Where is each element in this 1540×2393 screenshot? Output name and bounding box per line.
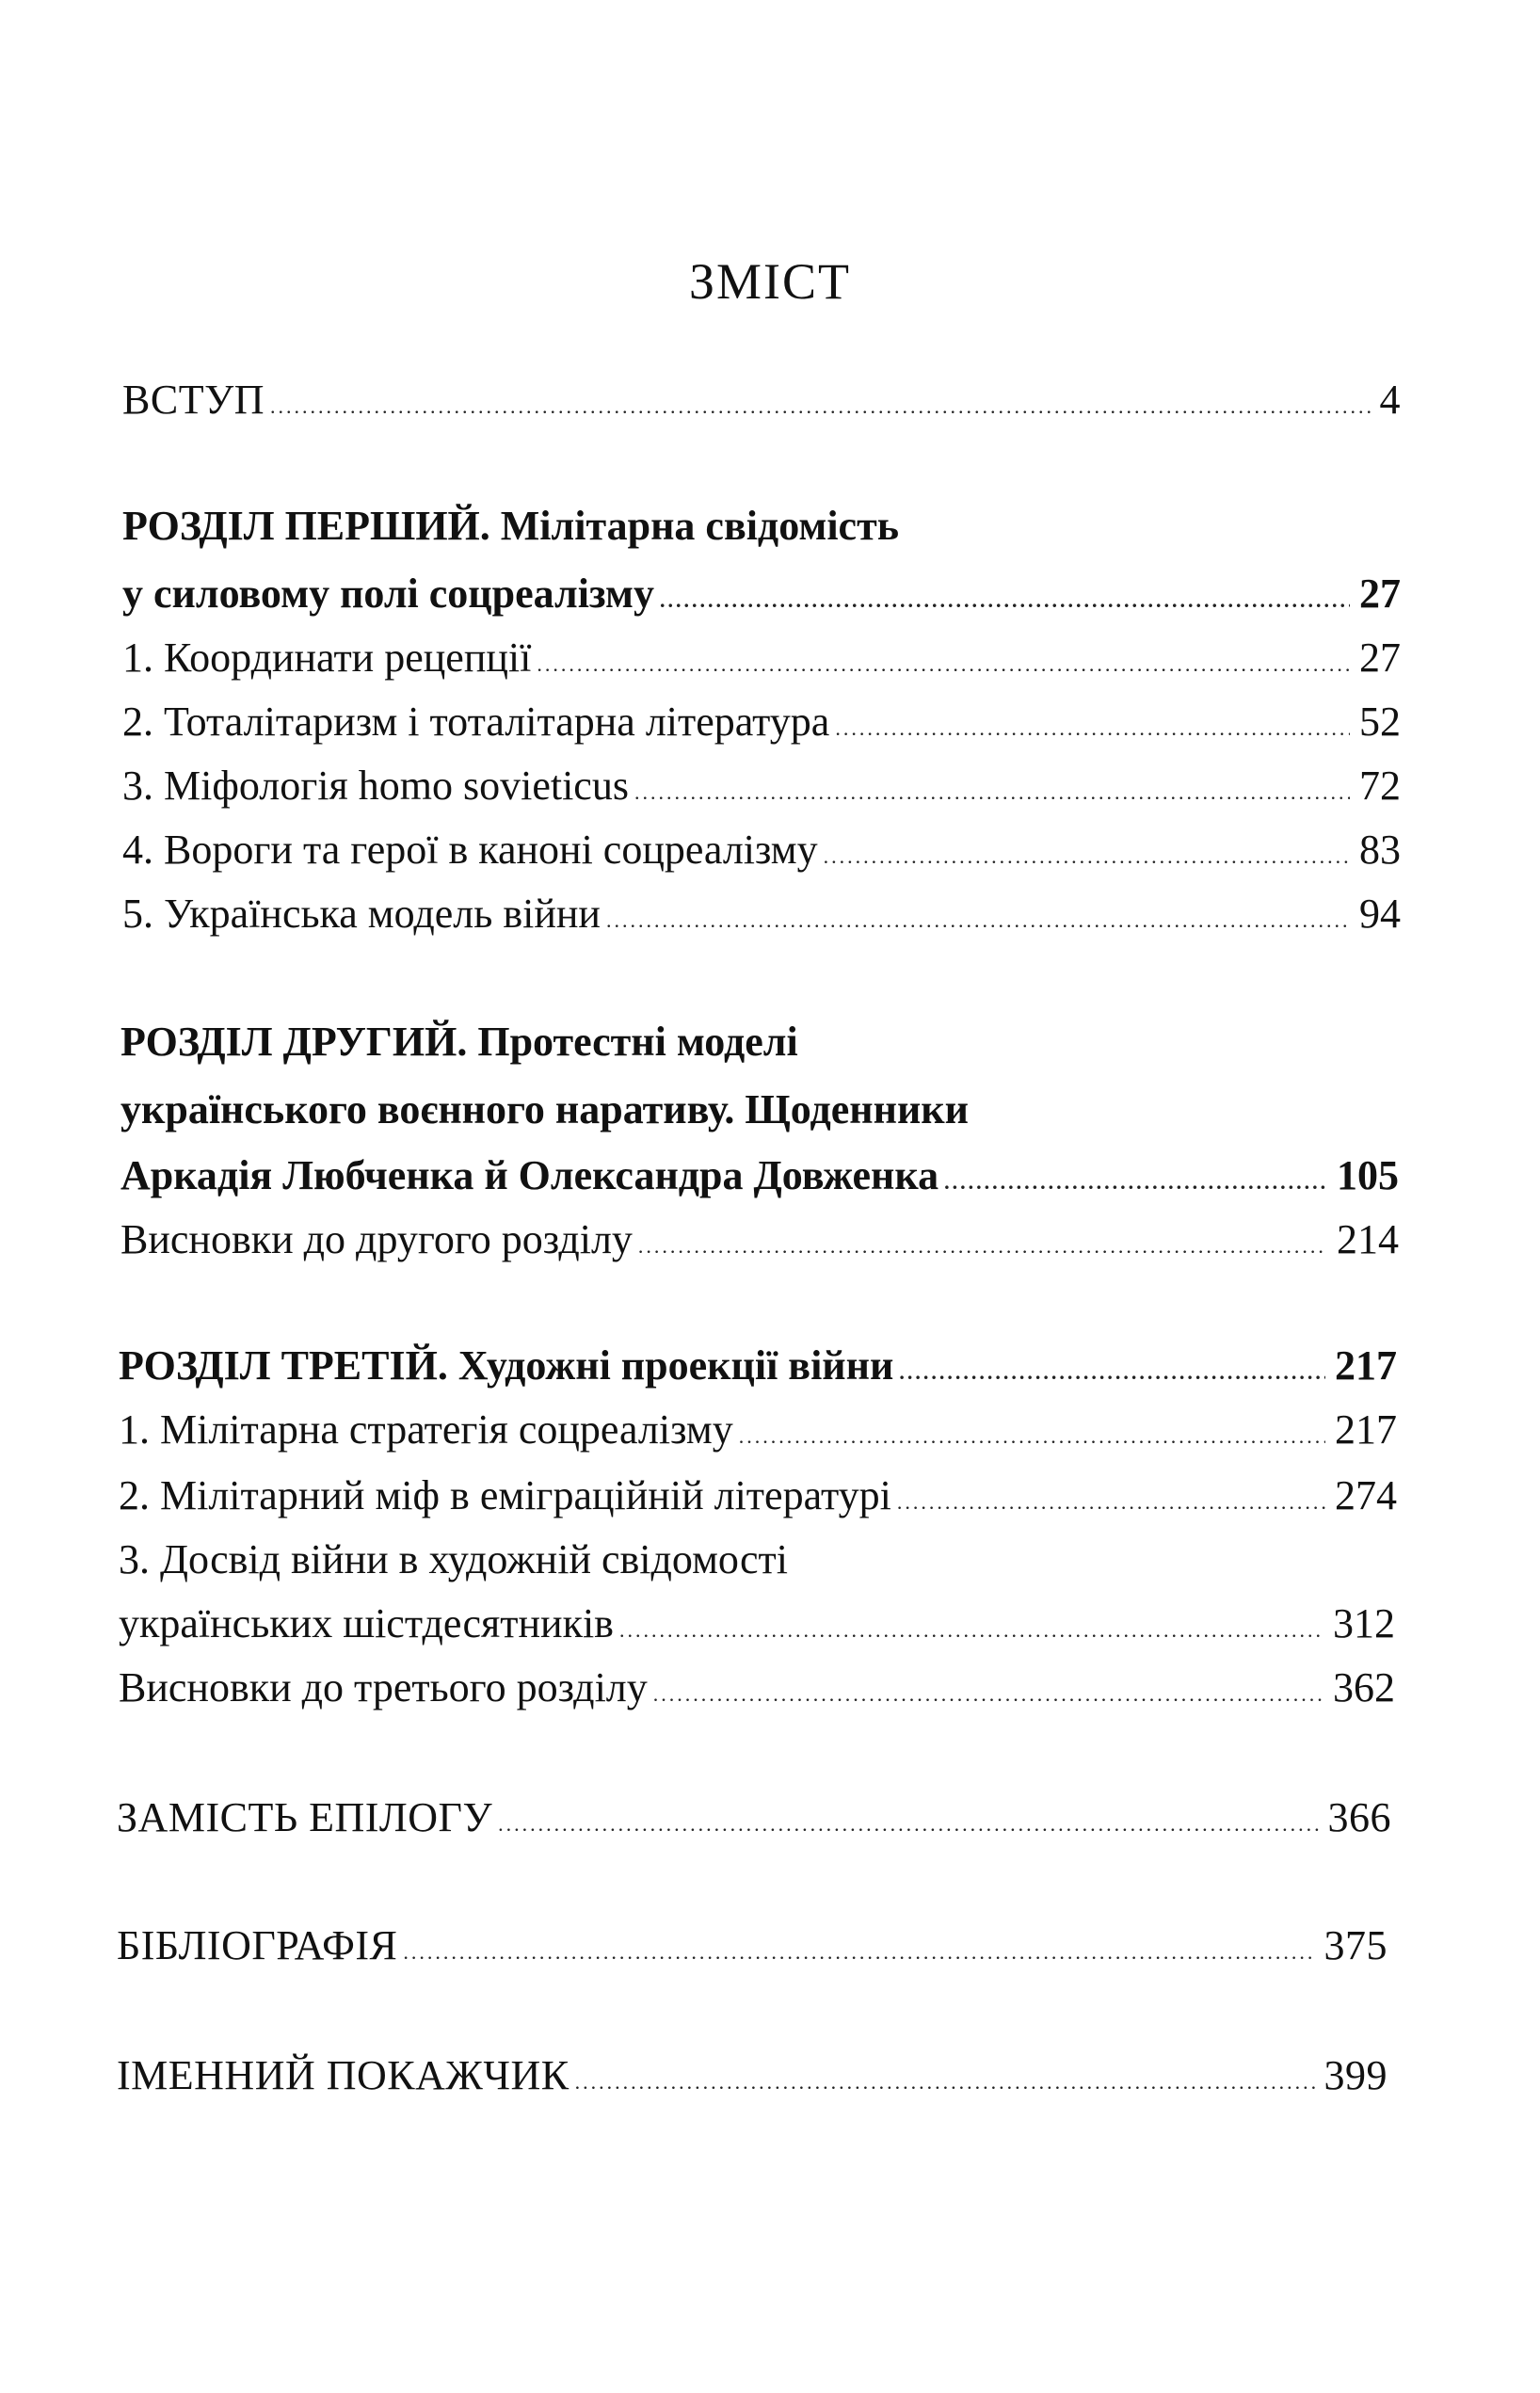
leader-dots <box>835 703 1350 754</box>
leader-dots <box>606 895 1350 946</box>
toc-page-number: 217 <box>1335 1406 1397 1453</box>
leader-dots <box>660 575 1350 626</box>
leader-dots <box>270 381 1371 432</box>
toc-page-number: 217 <box>1335 1342 1397 1389</box>
chapter1-heading-line1[interactable]: РОЗДІЛ ПЕРШИЙ. Мілітарна свідомість <box>122 503 899 549</box>
chapter3-heading: РОЗДІЛ ТРЕТІЙ. Художні проекції війни <box>119 1342 894 1389</box>
toc-entry-section[interactable] <box>122 633 1401 690</box>
leader-dots <box>944 1157 1327 1208</box>
toc-entry-label: Висновки до другого розділу <box>120 1216 633 1262</box>
toc-entry-label: 5. Українська модель війни <box>122 891 601 937</box>
leader-dots <box>739 1411 1325 1462</box>
page-title: ЗМІСТ <box>688 253 852 310</box>
toc-page-number: 366 <box>1327 1794 1391 1840</box>
toc-entry-label: 4. Вороги та герої в каноні соцреалізму <box>122 827 818 873</box>
toc-entry-section[interactable] <box>119 1598 1395 1656</box>
toc-entry-chapter3[interactable] <box>119 1341 1397 1398</box>
toc-entry-label: ВСТУП <box>122 377 265 423</box>
leader-dots <box>619 1605 1323 1656</box>
toc-entry-label: 2. Тоталітаризм і тоталітарна література <box>122 699 830 745</box>
toc-page-number: 72 <box>1359 763 1401 809</box>
toc-entry-chapter1[interactable] <box>122 569 1401 626</box>
toc-page-number: 399 <box>1323 2052 1388 2098</box>
leader-dots <box>824 831 1350 882</box>
toc-entry-chapter2[interactable] <box>120 1150 1399 1208</box>
chapter3-section3-line2: українських шістдесятників <box>119 1600 614 1646</box>
toc-entry-section[interactable] <box>122 761 1401 818</box>
toc-page-number: 362 <box>1333 1664 1395 1710</box>
toc-entry-label: ЗАМІСТЬ ЕПІЛОГУ <box>117 1794 493 1840</box>
leader-dots <box>403 1927 1314 1978</box>
leader-dots <box>653 1669 1323 1720</box>
toc-entry-label: 2. Мілітарний міф в еміграційній літературі <box>119 1472 891 1518</box>
toc-entry-index[interactable] <box>117 2050 1388 2108</box>
toc-entry-label: 3. Міфологія homo sovieticus <box>122 763 629 809</box>
toc-entry-epilogue[interactable] <box>117 1792 1391 1850</box>
leader-dots <box>638 1221 1327 1272</box>
toc-page-number: 105 <box>1337 1152 1399 1198</box>
chapter2-heading-line2[interactable]: українського воєнного наративу. Щоденники <box>120 1086 970 1132</box>
leader-dots <box>897 1477 1325 1528</box>
toc-entry-label: Висновки до третього розділу <box>119 1664 648 1710</box>
toc-entry-section[interactable] <box>122 825 1401 882</box>
chapter2-heading-line1[interactable]: РОЗДІЛ ДРУГИЙ. Протестні моделі <box>120 1019 798 1065</box>
toc-entry-label: ІМЕННИЙ ПОКАЖЧИК <box>117 2052 569 2098</box>
toc-page-number: 94 <box>1359 891 1401 937</box>
toc-page-number: 27 <box>1359 634 1401 681</box>
toc-entry-conclusion[interactable] <box>120 1214 1399 1272</box>
toc-page-number: 27 <box>1359 570 1401 617</box>
toc-page-number: 52 <box>1359 699 1401 745</box>
leader-dots <box>575 2057 1315 2108</box>
toc-entry-section[interactable] <box>119 1405 1397 1462</box>
toc-entry-section[interactable] <box>119 1470 1397 1528</box>
toc-entry-intro[interactable] <box>122 375 1401 432</box>
leader-dots <box>899 1347 1325 1398</box>
toc-entry-label: БІБЛІОГРАФІЯ <box>117 1922 398 1968</box>
toc-entry-label: 1. Мілітарна стратегія соцреалізму <box>119 1406 733 1453</box>
toc-page-number: 375 <box>1323 1922 1388 1968</box>
toc-entry-label: 1. Координати рецепції <box>122 634 532 681</box>
toc-page-number: 83 <box>1359 827 1401 873</box>
chapter1-heading-line2: у силовому полі соцреалізму <box>122 570 654 617</box>
toc-entry-section[interactable] <box>122 889 1401 946</box>
leader-dots <box>634 767 1350 818</box>
leader-dots <box>498 1799 1318 1850</box>
toc-entry-conclusion[interactable] <box>119 1662 1395 1720</box>
chapter2-heading-line3: Аркадія Любченка й Олександра Довженка <box>120 1152 939 1198</box>
toc-page-number: 312 <box>1333 1600 1395 1646</box>
toc-page-number: 274 <box>1335 1472 1397 1518</box>
toc-entry-bibliography[interactable] <box>117 1920 1388 1978</box>
toc-page-number: 4 <box>1379 377 1401 423</box>
leader-dots <box>537 639 1350 690</box>
toc-entry-section[interactable] <box>122 697 1401 754</box>
chapter3-section3-line1[interactable]: 3. Досвід війни в художній свідомості <box>119 1536 789 1582</box>
toc-page-number: 214 <box>1337 1216 1399 1262</box>
